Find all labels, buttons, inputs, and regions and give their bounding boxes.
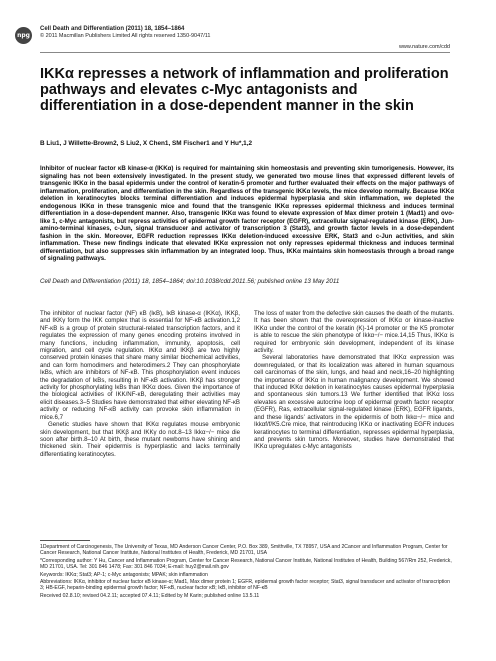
keywords: Keywords: IKKα; Stat3; AP-1; c-Myc antagonists; MPAK; skin inflammation: [40, 571, 208, 578]
affiliations: 1Department of Carcinogenesis, The University of Texas, MD Anderson Cancer Center, P.O. Box 389, Smithville, TX 78957, USA and 2Cancer and Inflammation Program, Center for Cancer Research, National Cancer Institute, National Institutes of Health, Frederick, MD 21701, USA: [40, 544, 448, 557]
journal-header: [40, 26, 210, 40]
abbreviations: Abbreviations: IKKα, inhibitor of nuclear factor κB kinase-α; Mad1, Max dimer protein 1; EGFR, epidermal growth factor receptor; Stat3, signal transducer and activator of transcription 3; HB-EGF, heparin-binding epidermal growth factor; NF-κB, nuclear factor κB; IκB, inhibitor of NF-κB: [40, 579, 450, 592]
paragraph: The loss of water from the defective skin causes the death of the mutants. It has been shown that the overexpression of IKKα or kinase-inactive IKKα under the control of the keratin (K)-14 promoter or the K5 promoter is able to rescue the skin phenotype of Ikkα−/− mice.14,15 Thus, IKKα is required for embryonic skin development, independent of its kinase activity.: [254, 310, 454, 355]
journal-logo: npg: [15, 27, 32, 44]
footnote-divider: [40, 540, 90, 541]
paragraph: The inhibitor of nuclear factor (NF) κB (IκB), IκB kinase-α (IKKα), IKKβ, and IKKγ form the IKK complex that is essential for NF-κB activation.1,2 NF-κB is a group of protein structural-related transcription factors, and it regulates the expression of many genes encoding proteins involved in many functions, including inflammation, immunity, apoptosis, cell migration, and cell cycle regulation. IKKα and IKKβ are two highly conserved protein kinases that share many similar biochemical activities, and can form homodimers and heterodimers.2 They can phosphorylate IκBs, which are inhibitors of NF-κB. This phosphorylation event induces the degradation of IκBs, resulting in NF-κB activation. IKKβ has stronger activity for phosphorylating IκBs than IKKα does. Given the importance of the biological activities of IKK/NF-κB, deregulating their activities may elicit diseases.3–5 Studies have demonstrated that either elevating NF-κB activity or reducing NF-κB activity can provoke skin inflammation in mice.6,7: [40, 310, 240, 421]
copyright: © 2011 Macmillan Publishers Limited All rights reserved 1350-9047/11: [40, 33, 211, 39]
paragraph: Genetic studies have shown that IKKα regulates mouse embryonic skin development, but that IKKβ and IKKγ do not.8–13 Ikkα−/− mice die soon after birth.8–10 At birth, these mutant newborns have shining and thickened skin. Their epidermis is hyperplastic and lacks terminally differentiating keratinocytes.: [40, 421, 240, 458]
author-list: B Liu1, J Willette-Brown2, S Liu2, X Chen1, SM Fischer1 and Y Hu*,1,2: [40, 140, 253, 147]
body-column-right: [254, 310, 454, 451]
body-column-left: [40, 310, 240, 458]
article-title: IKKα represses a network of inflammation and proliferation pathways and elevates c-Myc antagonists and differentiation in a dose-dependent manner in the skin: [40, 66, 449, 114]
header-divider: [40, 52, 450, 53]
corresponding-author: *Corresponding author: Y Hu, Cancer and Inflammation Program, Center for Cancer Research, National Cancer Institute, National Institutes of Health, Building 567/Rm 252, Frederick, MD 21701, USA. Tel: 301 846 1478; Fax: 301 846 7034; E-mail: huy2@mail.nih.gov: [40, 557, 452, 571]
abstract: Inhibitor of nuclear factor κB kinase-α (IKKα) is required for maintaining skin homeostasis and preventing skin tumorigenesis. However, its signaling has not been extensively investigated. In the present study, we generated two mouse lines that expressed different levels of transgenic IKKα in the basal epidermis under the control of keratin-5 promoter and further evaluated their effects on the major pathways of inflammation, proliferation, and differentiation in the skin. Regardless of the transgenic IKKα levels, the mice develop normally. Because IKKα deletion in keratinocytes blocks terminal differentiation and induces epidermal hyperplasia and skin inflammation, we depleted the endogenous IKKα in these transgenic mice and found that the transgenic IKKα represses epidermal thickness and induces terminal differentiation in a dose-dependent manner. Also, transgenic IKKα was found to elevate expression of Max dimer protein 1 (Mad1) and ovo-like 1, c-Myc antagonists, but repress activities of epidermal growth factor receptor (EGFR), extracellular signal-regulated kinase (ERK), Jun-amino-terminal kinases, c-Jun, signal transducer and activator of transcription 3 (Stat3), and growth factor levels in a dose-dependent fashion in the skin. Moreover, EGFR reduction represses IKKα deletion-induced excessive ERK, Stat3 and c-Jun activities, and skin inflammation. These new findings indicate that elevated IKKα expression not only represses epidermal thickness and induces terminal differentiation, but also suppresses skin inflammation by an integrated loop. Thus, IKKα maintains skin homeostasis through a broad range of signaling pathways.: [40, 165, 454, 262]
citation-line: Cell Death and Differentiation (2011) 18, 1854–1864; doi:10.1038/cdd.2011.56; published online 13 May 2011: [40, 278, 340, 285]
footnotes: [40, 544, 454, 600]
paragraph: Several laboratories have demonstrated that IKKα expression was downregulated, or that its localization was altered in human squamous cell carcinomas of the skin, lungs, and head and neck,16–20 highlighting the importance of IKKα in human malignancy development. We showed that induced IKKα deletion in keratinocytes causes epidermal hyperplasia and spontaneous skin tumors.13 We further identified that IKKα loss elevates an excessive autocrine loop of epidermal growth factor receptor (EGFR), Ras, extracellular signal-regulated kinase (ERK), EGFR ligands, and these ligands' activators in the epidermis of both Ikkα−/− mice and Ikkαf/f/K5.Cre mice, that reintroducing IKKα or inactivating EGFR induces keratinocytes to terminal differentiation, represses epidermal hyperplasia, and prevents skin tumors. Moreover, studies have demonstrated that IKKα upregulates c-Myc antagonists: [254, 354, 454, 451]
journal-name: Cell Death and Differentiation (2011) 18, 1854–1864: [40, 26, 185, 32]
journal-url[interactable]: www.nature.com/cdd: [398, 44, 450, 50]
dates: Received 02.8.10; revised 04.2.11; accepted 07.4.11; Edited by M Karin; published online 13.5.11: [40, 592, 260, 599]
